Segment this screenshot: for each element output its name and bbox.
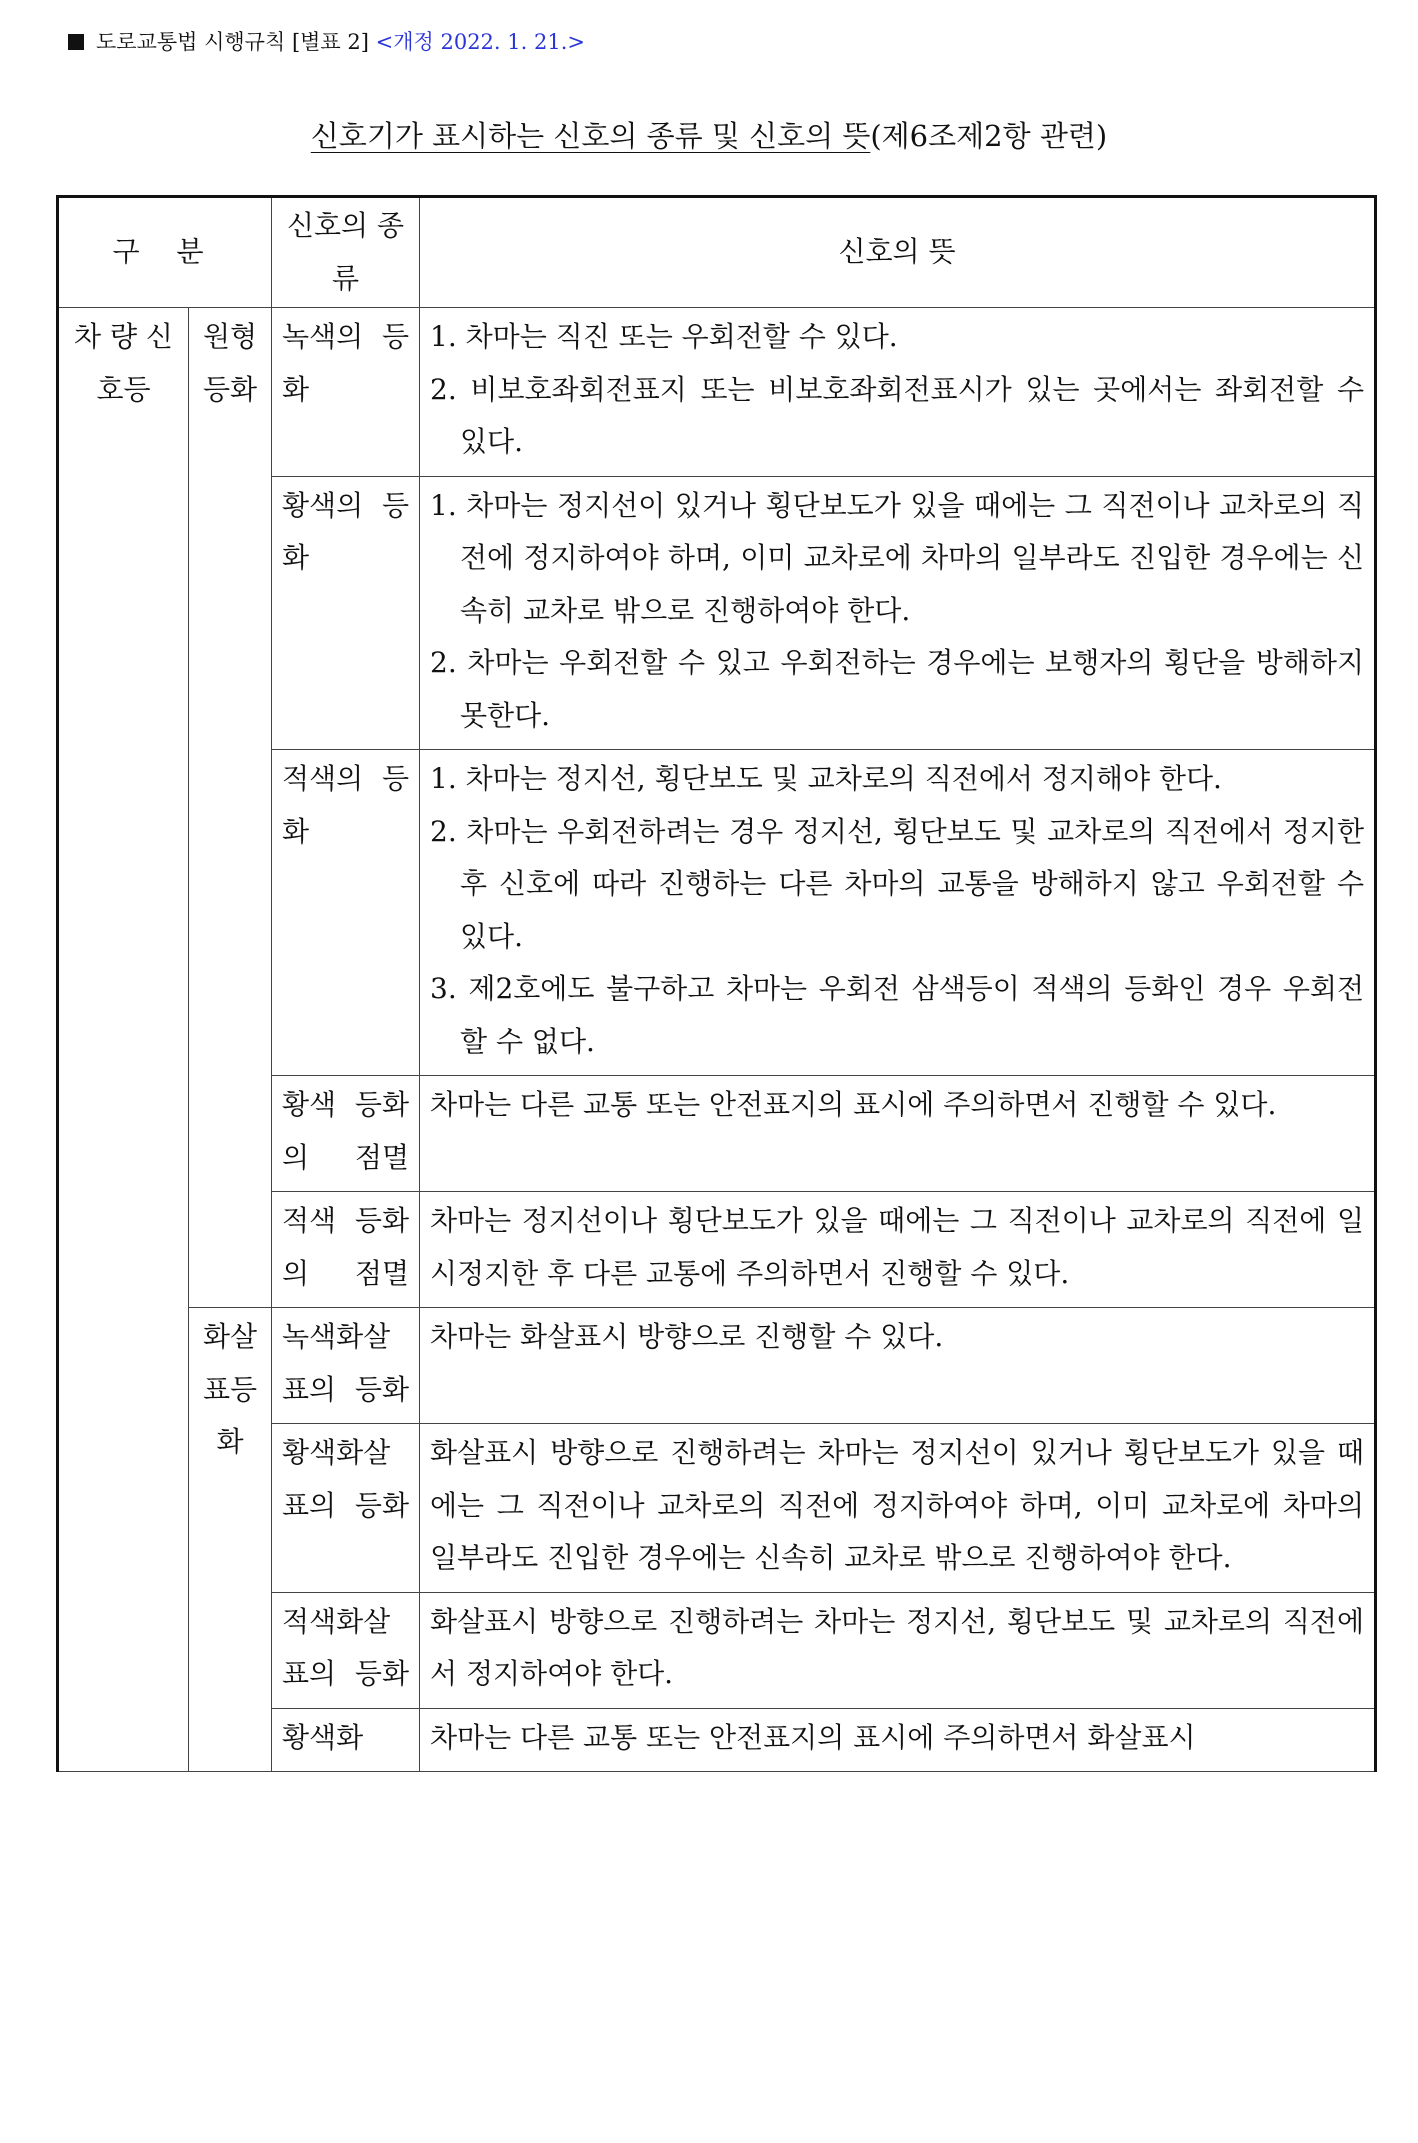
meaning-item: 2. 차마는 우회전하려는 경우 정지선, 횡단보도 및 교차로의 직전에서 정지한 후 신호에 따라 진행하는 다른 차마의 교통을 방해하지 않고 우회전할 수 있다. xyxy=(430,814,1364,953)
signal-type-cell: 황색화 xyxy=(272,1708,420,1772)
table-row xyxy=(58,1308,1376,1424)
black-square-icon xyxy=(68,34,84,50)
signal-type-cell: 적색화살표의 등화 xyxy=(272,1592,420,1708)
document-title xyxy=(0,118,1418,154)
annex-number: [별표 2] xyxy=(291,30,369,54)
meaning-item: 1. 차마는 정지선, 횡단보도 및 교차로의 직전에서 정지해야 한다. xyxy=(430,762,1222,795)
header-category: 구 분 xyxy=(58,197,272,308)
signal-table xyxy=(56,195,1377,1772)
signal-meaning-cell: 차마는 화살표시 방향으로 진행할 수 있다. xyxy=(420,1308,1376,1424)
header-signal-meaning: 신호의 뜻 xyxy=(420,197,1376,308)
header-signal-type: 신호의 종류 xyxy=(272,197,420,308)
law-name: 도로교통법 시행규칙 xyxy=(96,30,286,54)
meaning-item: 1. 차마는 정지선이 있거나 횡단보도가 있을 때에는 그 직전이나 교차로의 직전에 정지하여야 하며, 이미 교차로에 차마의 일부라도 진입한 경우에는 신속히 교차로 밖으로 진행하여야 한다. xyxy=(430,488,1364,627)
annex-header xyxy=(68,28,585,56)
signal-type-cell: 황색화살표의 등화 xyxy=(272,1424,420,1593)
signal-type-cell: 적색 등화의 점멸 xyxy=(272,1192,420,1308)
meaning-item: 2. 비보호좌회전표지 또는 비보호좌회전표시가 있는 곳에서는 좌회전할 수 있다. xyxy=(430,372,1364,458)
table-row xyxy=(58,308,1376,477)
signal-type-cell: 녹색화살표의 등화 xyxy=(272,1308,420,1424)
vehicle-signal-cell: 차 량 신호등 xyxy=(58,308,189,1772)
signal-meaning-cell: 화살표시 방향으로 진행하려는 차마는 정지선, 횡단보도 및 교차로의 직전에서 정지하여야 한다. xyxy=(420,1592,1376,1708)
circle-light-group-cell: 원형등화 xyxy=(189,308,272,1308)
signal-meaning-cell xyxy=(420,750,1376,1076)
meaning-item: 2. 차마는 우회전할 수 있고 우회전하는 경우에는 보행자의 횡단을 방해하지 못한다. xyxy=(430,646,1364,732)
signal-type-cell: 녹색의 등화 xyxy=(272,308,420,477)
signal-meaning-cell: 차마는 정지선이나 횡단보도가 있을 때에는 그 직전이나 교차로의 직전에 일시정지한 후 다른 교통에 주의하면서 진행할 수 있다. xyxy=(420,1192,1376,1308)
signal-meaning-cell: 차마는 다른 교통 또는 안전표지의 표시에 주의하면서 진행할 수 있다. xyxy=(420,1076,1376,1192)
meaning-item: 3. 제2호에도 불구하고 차마는 우회전 삼색등이 적색의 등화인 경우 우회전할 수 없다. xyxy=(430,972,1364,1058)
arrow-light-group-cell: 화살표등화 xyxy=(189,1308,272,1772)
signal-meaning-cell xyxy=(420,476,1376,750)
meaning-item: 1. 차마는 직진 또는 우회전할 수 있다. xyxy=(430,320,898,353)
signal-type-cell: 적색의 등화 xyxy=(272,750,420,1076)
title-reference: (제6조제2항 관련) xyxy=(870,119,1108,153)
signal-meaning-cell xyxy=(420,308,1376,477)
table-header-row xyxy=(58,197,1376,308)
title-main: 신호기가 표시하는 신호의 종류 및 신호의 뜻 xyxy=(310,119,871,153)
signal-meaning-cell: 화살표시 방향으로 진행하려는 차마는 정지선이 있거나 횡단보도가 있을 때에는 그 직전이나 교차로의 직전에 정지하여야 하며, 이미 교차로에 차마의 일부라도 진입한 경우에는 신속히 교차로 밖으로 진행하여야 한다. xyxy=(420,1424,1376,1593)
signal-meaning-cell: 차마는 다른 교통 또는 안전표지의 표시에 주의하면서 화살표시 xyxy=(420,1708,1376,1772)
signal-type-cell: 황색 등화의 점멸 xyxy=(272,1076,420,1192)
signal-type-cell: 황색의 등화 xyxy=(272,476,420,750)
amendment-date: <개정 2022. 1. 21.> xyxy=(375,30,585,54)
